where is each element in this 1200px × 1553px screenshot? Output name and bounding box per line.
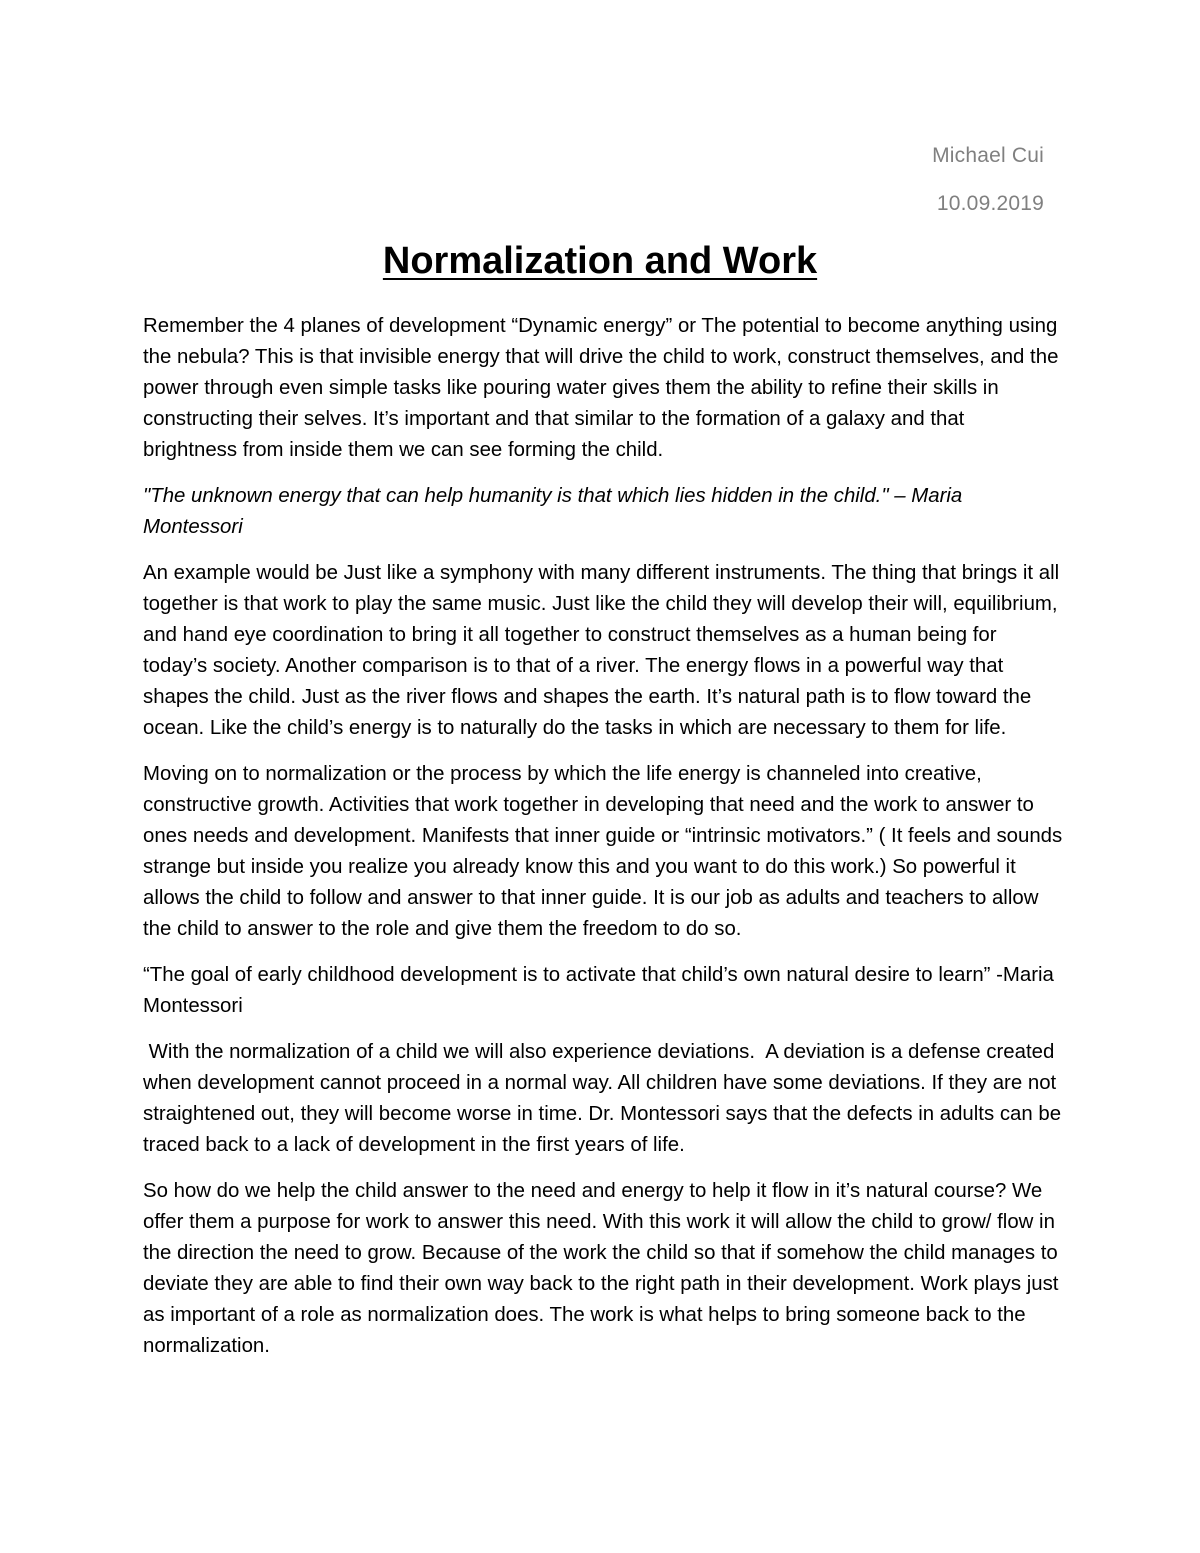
paragraph-deviations: With the normalization of a child we will also experience deviations. A deviation is a defense created when development cannot proceed in a normal way. All children have some deviations. If they are not straightened out, they will become worse in time. Dr. Montessori says that the defects in adults can be traced back to a lack of development in the first years of life. <box>143 1041 1067 1156</box>
paragraph-purpose-for-work: So how do we help the child answer to the need and energy to help it flow in it’s natural course? We offer them a purpose for work to answer this need. With this work it will allow the child to grow/ flow in the direction the need to grow. Because of the work the child so that if somehow the child manages to deviate they are able to find their own way back to the right path in their development. Work plays just as important of a role as normalization does. The work is what helps to bring someone back to the normalization. <box>143 1180 1059 1357</box>
paragraph-symphony-example: An example would be Just like a symphony with many different instruments. The thing that brings it all together is that work to play the same music. Just like the child they will develop their will, equilibrium, and hand eye coordination to bring it all together to construct themselves as a human being for today’s society. Another comparison is to that of a river. The energy flows in a powerful way that shapes the child. Just as the river flows and shapes the earth. It’s natural path is to flow toward the ocean. Like the child’s energy is to naturally do the tasks in which are necessary to them for life. <box>143 562 1060 739</box>
document-body <box>143 311 1067 1377</box>
quote-unknown-energy: "The unknown energy that can help humanity is that which lies hidden in the child." – Maria Montessori <box>143 485 963 538</box>
author-name: Michael Cui <box>932 144 1044 167</box>
quote-early-childhood: “The goal of early childhood development is to activate that child’s own natural desire to learn” -Maria Montessori <box>143 964 1054 1017</box>
document-date: 10.09.2019 <box>936 192 1044 215</box>
document-title: Normalization and Work <box>382 240 818 282</box>
paragraph-planes-of-development: Remember the 4 planes of development “Dynamic energy” or The potential to become anything using the nebula? This is that invisible energy that will drive the child to work, construct themselves, and the power through even simple tasks like pouring water gives them the ability to refine their skills in constructing their selves. It’s important and that similar to the formation of a galaxy and that brightness from inside them we can see forming the child. <box>143 315 1059 461</box>
paragraph-normalization: Moving on to normalization or the process by which the life energy is channeled into creative, constructive growth. Activities that work together in developing that need and the work to answer to ones needs and development. Manifests that inner guide or “intrinsic motivators.” ( It feels and sounds strange but inside you realize you already know this and you want to do this work.) So powerful it allows the child to follow and answer to that inner guide. It is our job as adults and teachers to allow the child to answer to the role and give them the freedom to do so. <box>143 763 1063 940</box>
